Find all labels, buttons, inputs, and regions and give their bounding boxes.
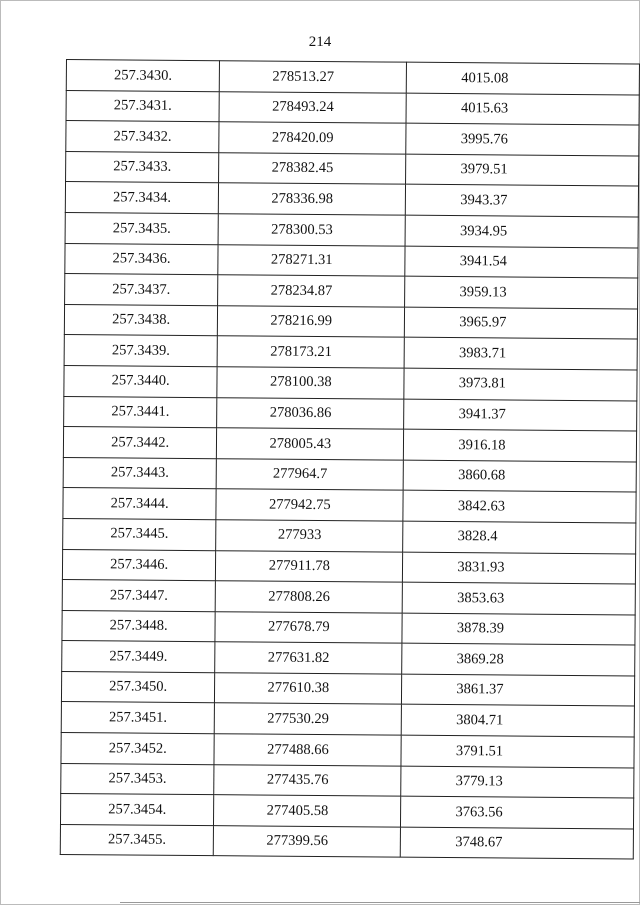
x-coordinate-cell: 278420.09 xyxy=(219,122,406,154)
table-row xyxy=(60,824,633,859)
x-coordinate-cell: 278216.99 xyxy=(218,305,405,337)
y-coordinate-cell: 3748.67 xyxy=(401,827,634,859)
x-coordinate-cell: 278005.43 xyxy=(217,428,404,460)
y-coordinate-cell: 3979.51 xyxy=(406,154,639,186)
x-coordinate-cell: 278234.87 xyxy=(218,275,405,307)
table-row xyxy=(66,151,639,186)
point-id-cell: 257.3446. xyxy=(62,549,216,581)
table-row xyxy=(65,274,638,309)
y-coordinate-cell: 3853.63 xyxy=(403,582,636,614)
table-row xyxy=(65,243,638,278)
y-coordinate-cell: 3791.51 xyxy=(401,735,634,767)
x-coordinate-cell: 277808.26 xyxy=(215,581,402,613)
y-coordinate-cell: 3959.13 xyxy=(405,276,638,308)
point-id-cell: 257.3442. xyxy=(63,427,217,459)
x-coordinate-cell: 278173.21 xyxy=(217,336,404,368)
y-coordinate-cell: 3941.37 xyxy=(404,399,637,431)
point-id-cell: 257.3448. xyxy=(62,610,216,642)
x-coordinate-cell: 277631.82 xyxy=(215,642,402,674)
y-coordinate-cell: 3983.71 xyxy=(404,338,637,370)
point-id-cell: 257.3450. xyxy=(61,671,215,703)
point-id-cell: 257.3445. xyxy=(63,518,217,550)
point-id-cell: 257.3439. xyxy=(64,335,218,367)
table-row xyxy=(61,702,634,737)
point-id-cell: 257.3436. xyxy=(65,243,219,275)
y-coordinate-cell: 3916.18 xyxy=(404,429,637,461)
point-id-cell: 257.3431. xyxy=(66,90,220,122)
x-coordinate-cell: 278336.98 xyxy=(219,183,406,215)
y-coordinate-cell: 3779.13 xyxy=(401,766,634,798)
x-coordinate-cell: 277942.75 xyxy=(216,489,403,521)
table-row xyxy=(63,488,636,523)
point-id-cell: 257.3440. xyxy=(64,365,218,397)
bottom-edge-line xyxy=(120,902,640,903)
x-coordinate-cell: 277678.79 xyxy=(215,611,402,643)
x-coordinate-cell: 278100.38 xyxy=(217,367,404,399)
x-coordinate-cell: 278493.24 xyxy=(219,91,406,123)
y-coordinate-cell: 3804.71 xyxy=(402,705,635,737)
y-coordinate-cell: 3842.63 xyxy=(403,490,636,522)
table-row xyxy=(64,335,637,370)
point-id-cell: 257.3434. xyxy=(65,182,219,214)
point-id-cell: 257.3453. xyxy=(61,763,215,795)
y-coordinate-cell: 3831.93 xyxy=(403,552,636,584)
x-coordinate-cell: 277399.56 xyxy=(214,826,401,858)
y-coordinate-cell: 3941.54 xyxy=(405,246,638,278)
table-row xyxy=(66,60,639,95)
x-coordinate-cell: 278300.53 xyxy=(218,214,405,246)
y-coordinate-cell: 3943.37 xyxy=(406,185,639,217)
table-row xyxy=(62,610,635,645)
x-coordinate-cell: 277911.78 xyxy=(216,550,403,582)
point-id-cell: 257.3430. xyxy=(66,60,220,92)
table-row xyxy=(62,549,635,584)
y-coordinate-cell: 4015.63 xyxy=(406,93,639,125)
point-id-cell: 257.3441. xyxy=(64,396,218,428)
point-id-cell: 257.3432. xyxy=(66,121,220,153)
table-row xyxy=(61,733,634,768)
point-id-cell: 257.3451. xyxy=(61,702,215,734)
x-coordinate-cell: 277488.66 xyxy=(214,734,401,766)
y-coordinate-cell: 3878.39 xyxy=(402,613,635,645)
table-row xyxy=(65,212,638,247)
point-id-cell: 257.3437. xyxy=(65,274,219,306)
y-coordinate-cell: 4015.08 xyxy=(407,62,640,94)
table-row xyxy=(60,794,633,829)
table-row xyxy=(64,365,637,400)
point-id-cell: 257.3444. xyxy=(63,488,217,520)
y-coordinate-cell: 3934.95 xyxy=(405,215,638,247)
table-body xyxy=(60,60,639,860)
table-row xyxy=(63,457,636,492)
x-coordinate-cell: 277964.7 xyxy=(216,458,403,490)
point-id-cell: 257.3443. xyxy=(63,457,217,489)
point-id-cell: 257.3449. xyxy=(62,641,216,673)
table-row xyxy=(66,121,639,156)
x-coordinate-cell: 277435.76 xyxy=(214,764,401,796)
point-id-cell: 257.3455. xyxy=(60,824,214,856)
y-coordinate-cell: 3861.37 xyxy=(402,674,635,706)
point-id-cell: 257.3438. xyxy=(64,304,218,336)
x-coordinate-cell: 278382.45 xyxy=(219,152,406,184)
y-coordinate-cell: 3965.97 xyxy=(405,307,638,339)
table-row xyxy=(63,518,636,553)
y-coordinate-cell: 3763.56 xyxy=(401,796,634,828)
table-row xyxy=(65,182,638,217)
x-coordinate-cell: 278036.86 xyxy=(217,397,404,429)
point-id-cell: 257.3433. xyxy=(66,151,220,183)
x-coordinate-cell: 277610.38 xyxy=(215,673,402,705)
table-row xyxy=(66,90,639,125)
point-id-cell: 257.3454. xyxy=(60,794,214,826)
table-row xyxy=(61,763,634,798)
x-coordinate-cell: 277933 xyxy=(216,520,403,552)
table-row xyxy=(64,304,637,339)
x-coordinate-cell: 277405.58 xyxy=(214,795,401,827)
x-coordinate-cell: 277530.29 xyxy=(214,703,401,735)
table-row xyxy=(61,671,634,706)
point-id-cell: 257.3435. xyxy=(65,212,219,244)
y-coordinate-cell: 3869.28 xyxy=(402,643,635,675)
point-id-cell: 257.3452. xyxy=(61,733,215,765)
y-coordinate-cell: 3973.81 xyxy=(404,368,637,400)
table-row xyxy=(64,396,637,431)
y-coordinate-cell: 3860.68 xyxy=(403,460,636,492)
y-coordinate-cell: 3995.76 xyxy=(406,123,639,155)
table-row xyxy=(63,427,636,462)
coordinate-table xyxy=(60,59,640,860)
x-coordinate-cell: 278271.31 xyxy=(218,244,405,276)
table-row xyxy=(62,580,635,615)
point-id-cell: 257.3447. xyxy=(62,580,216,612)
y-coordinate-cell: 3828.4 xyxy=(403,521,636,553)
page-number: 214 xyxy=(308,34,332,50)
table-row xyxy=(62,641,635,676)
x-coordinate-cell: 278513.27 xyxy=(220,61,407,93)
